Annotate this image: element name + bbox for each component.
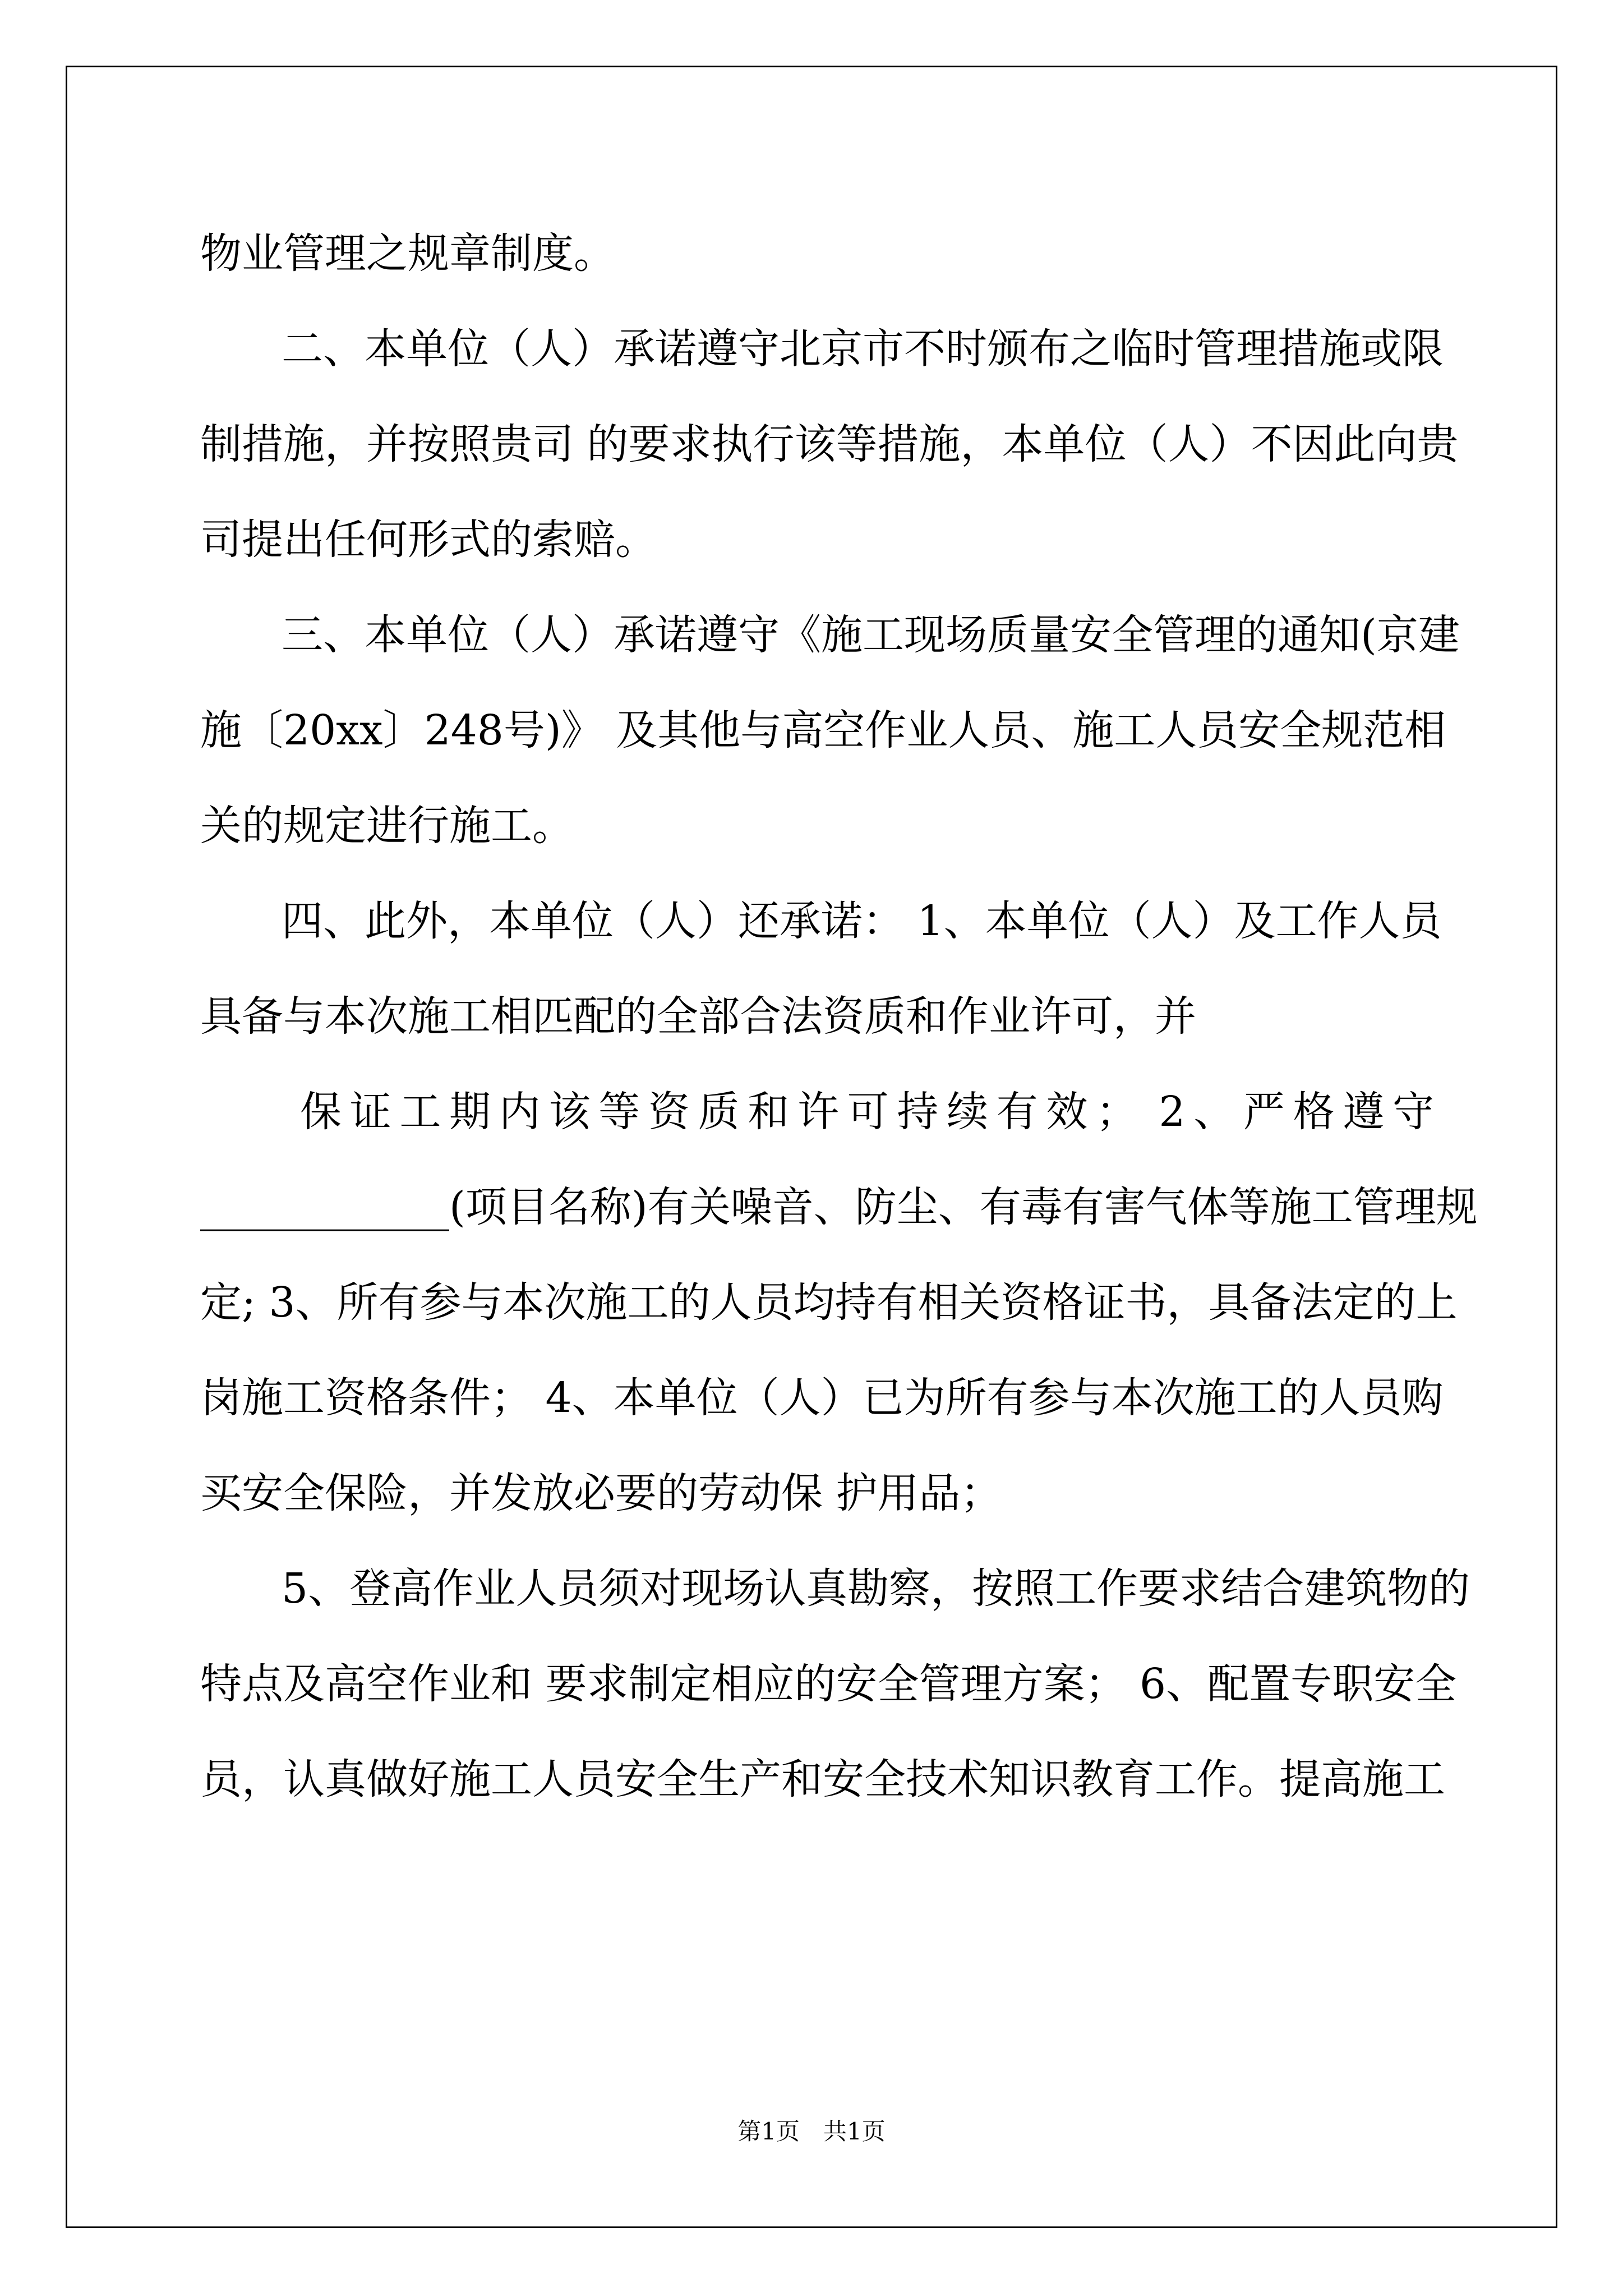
text-line-8: 四、此外，本单位（人）还承诺： 1、本单位（人）及工作人员: [282, 897, 1442, 945]
text-line-1: 物业管理之规章制度。: [200, 229, 615, 278]
text-line-11: ____________(项目名称)有关噪音、防尘、有毒有害气体等施工管理规: [200, 1183, 1478, 1231]
text-line-5: 三、本单位（人）承诺遵守《施工现场质量安全管理的通知(京建: [282, 611, 1460, 659]
text-line-4: 司提出任何形式的索赔。: [200, 516, 657, 564]
text-line-7: 关的规定进行施工。: [200, 802, 574, 850]
text-line-14: 买安全保险，并发放必要的劳动保 护用品；: [200, 1469, 1002, 1517]
text-line-12: 定; 3、所有参与本次施工的人员均持有相关资格证书，具备法定的上: [200, 1278, 1458, 1327]
text-line-13: 岗施工资格条件； 4、本单位（人）已为所有参与本次施工的人员购: [200, 1374, 1444, 1422]
text-line-9: 具备与本次施工相匹配的全部合法资质和作业许可，并: [200, 992, 1196, 1041]
text-line-17: 员，认真做好施工人员安全生产和安全技术知识教育工作。提高施工: [200, 1755, 1445, 1803]
text-line-3: 制措施，并按照贵司 的要求执行该等措施，本单位（人）不因此向贵: [200, 420, 1459, 468]
text-line-15: 5、登高作业人员须对现场认真勘察，按照工作要求结合建筑物的: [282, 1565, 1470, 1613]
text-line-10: 保证工期内该等资质和许可持续有效； 2、严格遵守: [300, 1088, 1434, 1136]
text-line-16: 特点及高空作业和 要求制定相应的安全管理方案； 6、配置专职安全: [200, 1660, 1457, 1708]
page-border: [66, 66, 1557, 2228]
page-number-footer: 第1页 共1页: [737, 2118, 886, 2145]
text-line-6: 施〔20xx〕248号)》 及其他与高空作业人员、施工人员安全规范相: [200, 706, 1446, 754]
text-line-2: 二、本单位（人）承诺遵守北京市不时颁布之临时管理措施或限: [282, 325, 1444, 373]
